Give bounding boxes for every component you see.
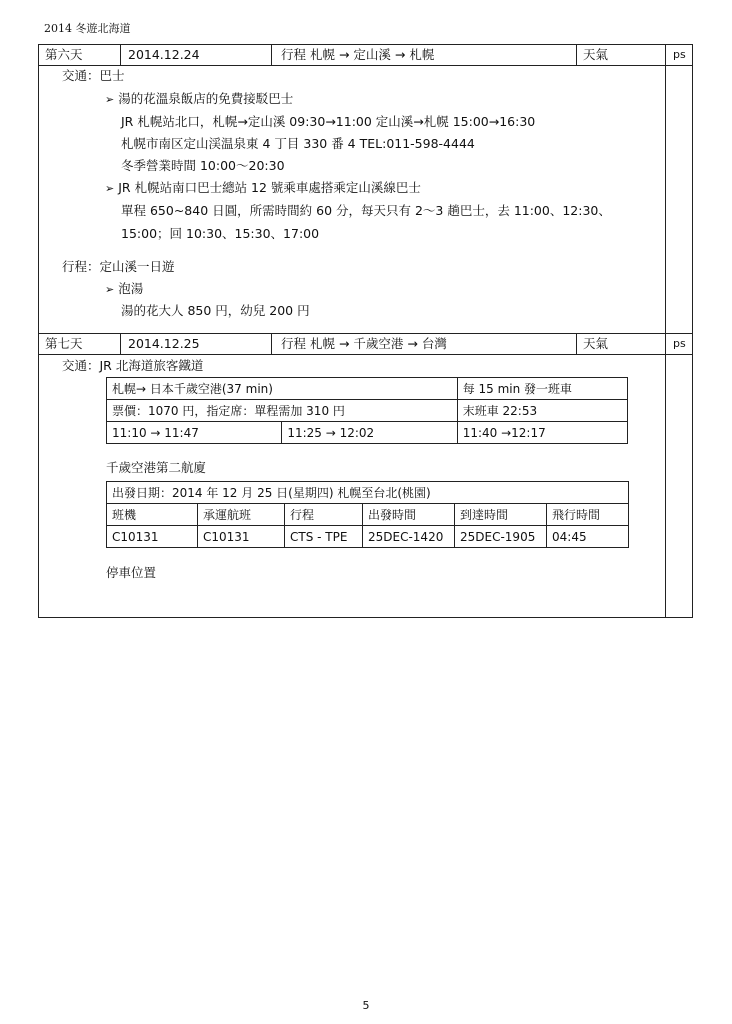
table-cell: 11:10 → 11:47 bbox=[107, 422, 282, 444]
table-cell: 行程 bbox=[285, 504, 363, 526]
day6-bullet1-text: 湯的花溫泉飯店的免費接駁巴士 bbox=[118, 91, 294, 106]
table-row bbox=[107, 422, 628, 444]
divider bbox=[120, 45, 121, 65]
table-cell: CTS - TPE bbox=[285, 526, 363, 548]
table-row bbox=[107, 504, 629, 526]
day6-bus-times: 15:00；回 10:30、15:30、17:00 bbox=[121, 226, 320, 241]
day7-label: 第七天 bbox=[45, 336, 83, 351]
document-header: 2014 冬遊北海道 bbox=[44, 22, 131, 35]
day6-itinerary-label: 行程：定山溪一日遊 bbox=[62, 259, 175, 274]
table-cell: 札幌→ 日本千歲空港(37 min) bbox=[107, 378, 458, 400]
table-cell: 11:25 → 12:02 bbox=[282, 422, 457, 444]
divider bbox=[665, 45, 666, 617]
divider bbox=[39, 65, 692, 66]
day6-hotel-address: 札幌市南区定山渓温泉東 4 丁目 330 番 4 TEL:011-598-4444 bbox=[121, 136, 475, 151]
day6-label: 第六天 bbox=[45, 47, 83, 62]
day7-date: 2014.12.25 bbox=[128, 336, 200, 351]
table-row bbox=[107, 482, 629, 504]
day6-bullet-item bbox=[105, 90, 293, 109]
divider bbox=[576, 333, 577, 354]
table-cell: 11:40 →12:17 bbox=[457, 422, 627, 444]
day6-weather: 天氣 bbox=[583, 47, 609, 62]
day6-transport-label: 交通：巴士 bbox=[62, 68, 125, 83]
divider bbox=[120, 333, 121, 354]
arrow-bullet-icon: ➢ bbox=[105, 182, 115, 195]
table-cell: 25DEC-1420 bbox=[363, 526, 455, 548]
itinerary-table bbox=[38, 44, 693, 618]
day7-transport-label: 交通：JR 北海道旅客鐵道 bbox=[62, 358, 204, 373]
table-cell: 04:45 bbox=[547, 526, 629, 548]
day6-route: 行程 札幌 → 定山溪 → 札幌 bbox=[281, 47, 435, 62]
day6-bullet-item bbox=[105, 280, 143, 299]
day6-business-hours: 冬季營業時間 10:00～20:30 bbox=[121, 158, 285, 173]
day6-bullet2-text: JR 札幌站南口巴士總站 12 號乘車處搭乘定山溪線巴士 bbox=[118, 180, 421, 195]
table-cell: 每 15 min 發一班車 bbox=[457, 378, 627, 400]
table-cell: 承運航班 bbox=[198, 504, 285, 526]
divider bbox=[39, 333, 692, 334]
table-cell: 票價：1070 円，指定席：單程需加 310 円 bbox=[107, 400, 458, 422]
divider bbox=[271, 45, 272, 65]
table-row bbox=[107, 400, 628, 422]
page-number: 5 bbox=[362, 999, 370, 1012]
divider bbox=[39, 354, 692, 355]
table-cell: C10131 bbox=[198, 526, 285, 548]
day7-ps: ps bbox=[673, 337, 686, 350]
divider bbox=[576, 45, 577, 65]
table-cell: 飛行時間 bbox=[547, 504, 629, 526]
arrow-bullet-icon: ➢ bbox=[105, 93, 115, 106]
table-row bbox=[107, 378, 628, 400]
divider bbox=[271, 333, 272, 354]
train-table bbox=[106, 377, 628, 444]
day7-weather: 天氣 bbox=[583, 336, 609, 351]
day6-bullet-item bbox=[105, 179, 421, 198]
table-cell: 班機 bbox=[107, 504, 198, 526]
flight-table bbox=[106, 481, 629, 548]
parking-label: 停車位置 bbox=[106, 565, 157, 580]
table-cell: 到達時間 bbox=[455, 504, 547, 526]
day6-bullet3-text: 泡湯 bbox=[118, 281, 144, 296]
table-cell: 出發時間 bbox=[363, 504, 455, 526]
terminal-label: 千歲空港第二航廈 bbox=[106, 460, 207, 475]
table-cell: 25DEC-1905 bbox=[455, 526, 547, 548]
day7-route: 行程 札幌 → 千歲空港 → 台灣 bbox=[281, 336, 447, 351]
table-row bbox=[107, 526, 629, 548]
table-cell: 末班車 22:53 bbox=[457, 400, 627, 422]
arrow-bullet-icon: ➢ bbox=[105, 283, 115, 296]
day6-ps: ps bbox=[673, 48, 686, 61]
day6-onsen-price: 湯的花大人 850 円，幼兒 200 円 bbox=[121, 303, 310, 318]
day6-shuttle-route: JR 札幌站北口，札幌→定山溪 09:30→11:00 定山溪→札幌 15:00→16:30 bbox=[121, 114, 536, 129]
day6-date: 2014.12.24 bbox=[128, 47, 200, 62]
day6-fare-info: 單程 650~840 日圓，所需時間約 60 分，每天只有 2～3 趟巴士，去 11:00、12:30、 bbox=[121, 203, 611, 218]
table-cell: C10131 bbox=[107, 526, 198, 548]
table-cell: 出發日期：2014 年 12 月 25 日(星期四) 札幌至台北(桃園) bbox=[107, 482, 629, 504]
